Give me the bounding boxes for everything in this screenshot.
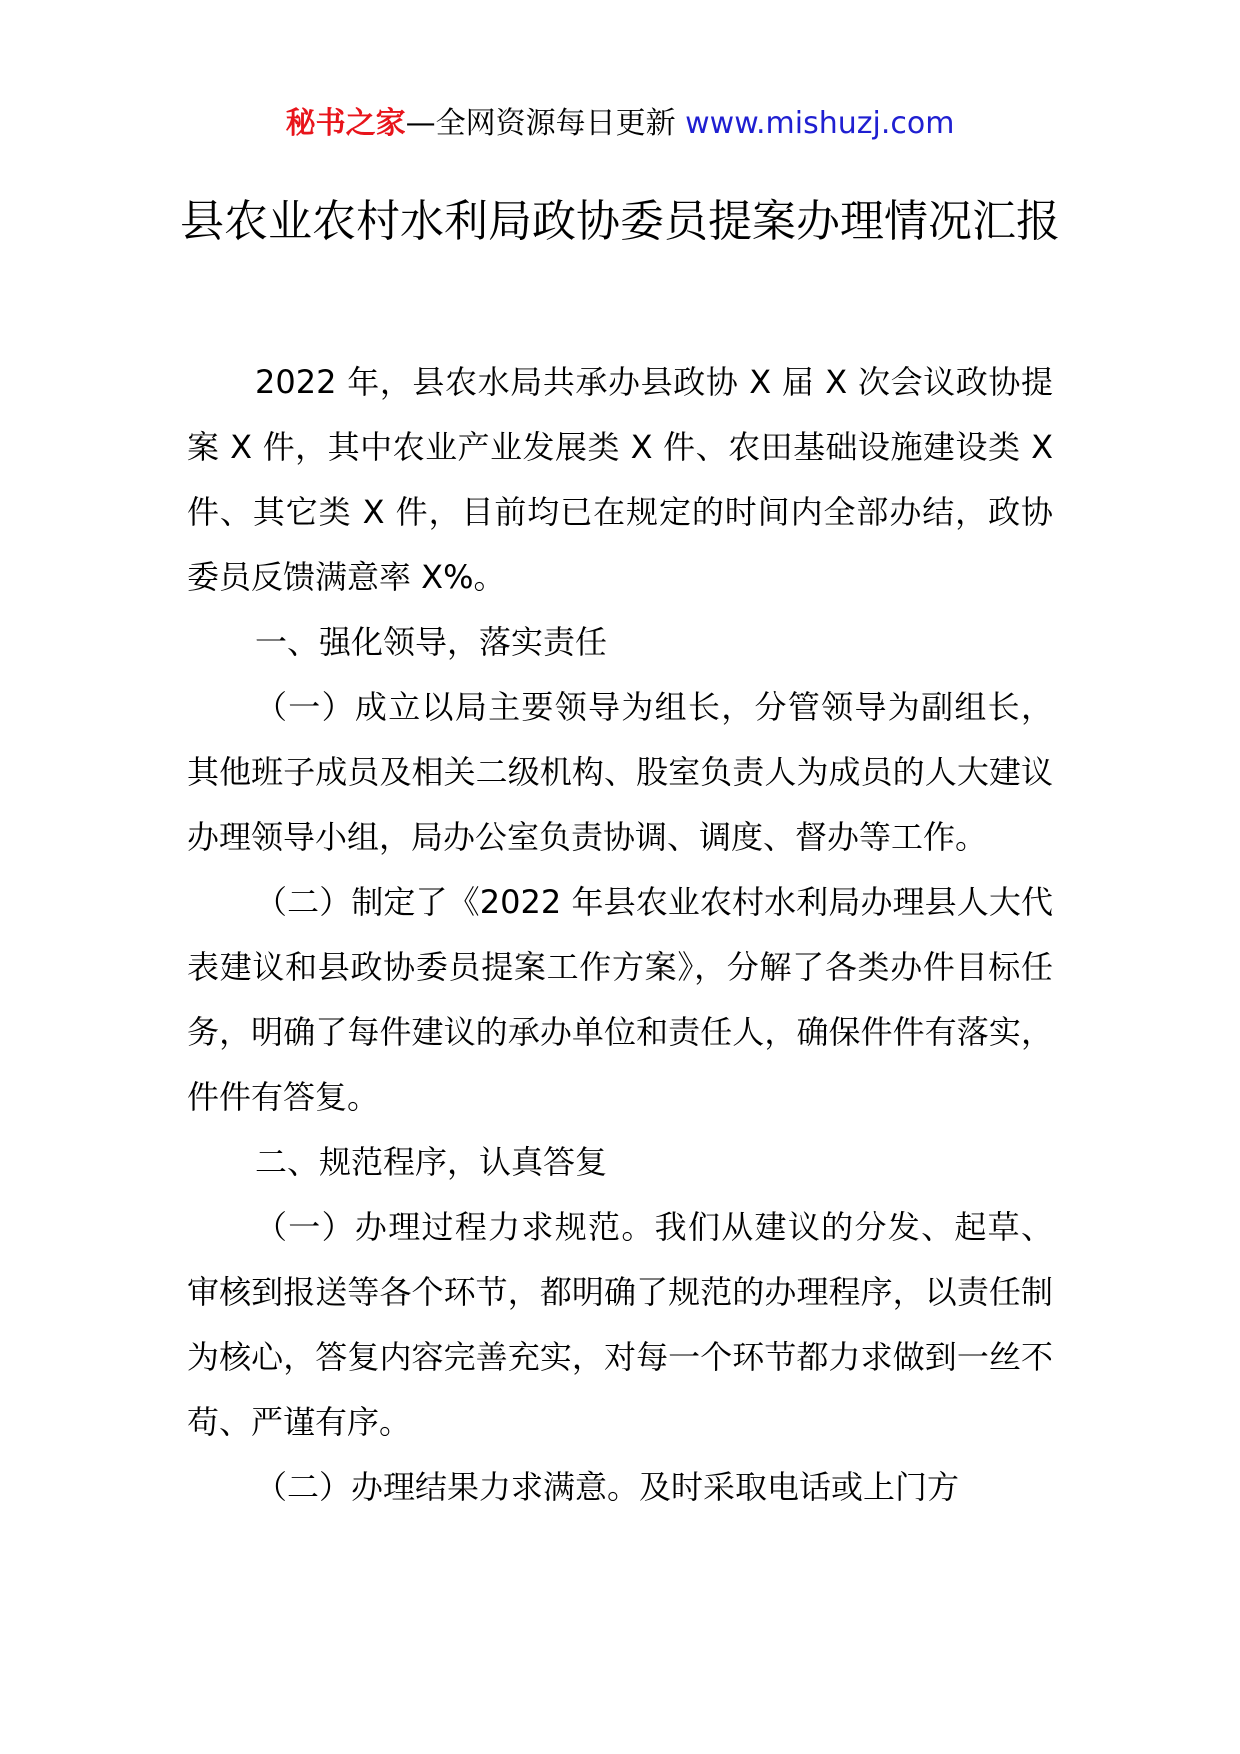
- header-tagline: —全网资源每日更新: [405, 106, 676, 141]
- site-url-link[interactable]: www.mishuzj.com: [685, 106, 955, 141]
- document-body: [187, 350, 1053, 1520]
- section-1-item-1: （一）成立以局主要领导为组长，分管领导为副组长，其他班子成员及相关二级机构、股室负责人为成员的人大建议办理领导小组，局办公室负责协调、调度、督办等工作。: [187, 688, 1053, 856]
- brand-name: 秘书之家: [285, 106, 406, 141]
- site-header: [0, 100, 1240, 148]
- section-heading-2: 二、规范程序，认真答复: [255, 1143, 608, 1181]
- section-1-item-2: （二）制定了《2022 年县农业农村水利局办理县人大代表建议和县政协委员提案工作方案》，分解了各类办件目标任务，明确了每件建议的承办单位和责任人，确保件件有落实，件件有答复。: [187, 883, 1053, 1116]
- section-heading-1: 一、强化领导，落实责任: [255, 623, 608, 661]
- document-title: 县农业农村水利局政协委员提案办理情况汇报: [180, 196, 1060, 248]
- section-2-item-2: （二）办理结果力求满意。及时采取电话或上门方: [255, 1468, 960, 1506]
- section-2-item-1: （一）办理过程力求规范。我们从建议的分发、起草、审核到报送等各个环节，都明确了规范的办理程序，以责任制为核心，答复内容完善充实，对每一个环节都力求做到一丝不苟、严谨有序。: [187, 1208, 1053, 1441]
- intro-paragraph: 2022 年，县农水局共承办县政协 X 届 X 次会议政协提案 X 件，其中农业产业发展类 X 件、农田基础设施建设类 X 件、其它类 X 件，目前均已在规定的时间内全部办结，政协委员反馈满意率 X%。: [187, 363, 1053, 596]
